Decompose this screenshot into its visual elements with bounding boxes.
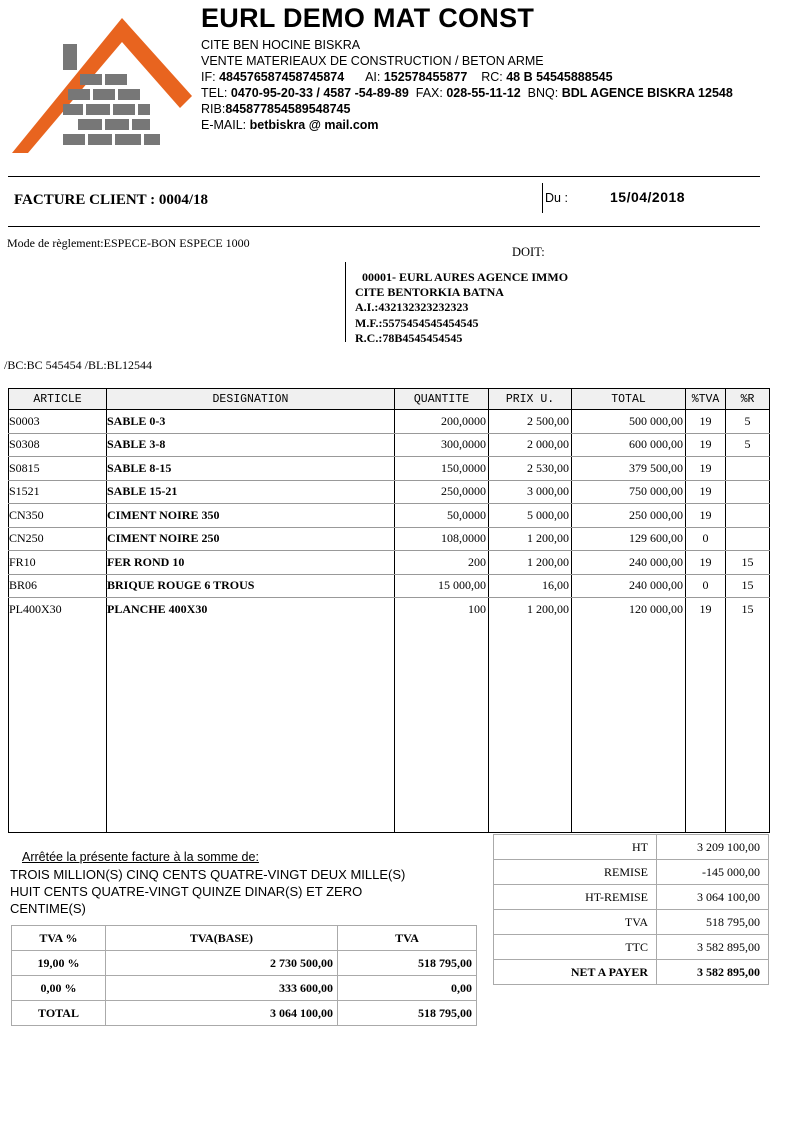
quantity: 108,0000 bbox=[395, 527, 489, 551]
tva-amount: 518 795,00 bbox=[338, 951, 477, 976]
email-value: betbiskra @ mail.com bbox=[249, 118, 379, 132]
company-activity: VENTE MATERIEAUX DE CONSTRUCTION / BETON ARME bbox=[201, 54, 544, 68]
col-header-article: ARTICLE bbox=[9, 389, 107, 410]
tva-row bbox=[12, 976, 477, 1001]
totals-row bbox=[494, 860, 769, 885]
client-rc: R.C.:78B4545454545 bbox=[355, 330, 463, 345]
totals-row bbox=[494, 835, 769, 860]
company-rib bbox=[201, 101, 350, 117]
tva-table bbox=[11, 925, 477, 1026]
company-email bbox=[201, 117, 379, 133]
remise-rate bbox=[726, 527, 770, 551]
tva-rate: 0,00 % bbox=[12, 976, 106, 1001]
email-label: E-MAIL: bbox=[201, 118, 247, 132]
article-code: FR10 bbox=[9, 551, 107, 575]
client-mf: M.F.:5575454545454545 bbox=[355, 315, 479, 330]
tva-header-row bbox=[12, 926, 477, 951]
remise-rate bbox=[726, 457, 770, 481]
tva-header-rate: TVA % bbox=[12, 926, 106, 951]
totals-value: 3 582 895,00 bbox=[657, 935, 769, 960]
remise-rate: 5 bbox=[726, 410, 770, 434]
quantity: 100 bbox=[395, 598, 489, 621]
tva-rate: 0 bbox=[686, 574, 726, 598]
company-logo bbox=[8, 6, 198, 158]
amount-in-words: TROIS MILLION(S) CINQ CENTS QUATRE-VINGT DEUX MILLE(S) HUIT CENTS QUATRE-VINGT QUINZE DINAR(S) ET ZERO CENTIME(S) bbox=[10, 867, 406, 916]
tva-row bbox=[12, 1001, 477, 1026]
totals-value: 3 582 895,00 bbox=[657, 960, 769, 985]
designation: FER ROND 10 bbox=[107, 551, 395, 575]
empty-cell bbox=[489, 621, 572, 833]
company-contacts bbox=[201, 85, 733, 101]
totals-label: REMISE bbox=[494, 860, 657, 885]
totals-value: 3 209 100,00 bbox=[657, 835, 769, 860]
tel-label: TEL: bbox=[201, 86, 228, 100]
line-total: 129 600,00 bbox=[572, 527, 686, 551]
designation: SABLE 15-21 bbox=[107, 480, 395, 504]
company-name: EURL DEMO MAT CONST bbox=[201, 3, 535, 33]
client-name: 00001- EURL AURES AGENCE IMMO bbox=[362, 270, 569, 284]
totals-row bbox=[494, 910, 769, 935]
table-row bbox=[9, 527, 770, 551]
quantity: 300,0000 bbox=[395, 433, 489, 457]
article-code: S0815 bbox=[9, 457, 107, 481]
designation: CIMENT NOIRE 350 bbox=[107, 504, 395, 528]
empty-cell bbox=[107, 621, 395, 833]
col-header-designation: DESIGNATION bbox=[107, 389, 395, 410]
empty-cell bbox=[726, 621, 770, 833]
empty-cell bbox=[572, 621, 686, 833]
line-total: 240 000,00 bbox=[572, 551, 686, 575]
unit-price: 5 000,00 bbox=[489, 504, 572, 528]
tva-base: 3 064 100,00 bbox=[106, 1001, 338, 1026]
title-divider bbox=[8, 226, 760, 227]
bnq-value: BDL AGENCE BISKRA 12548 bbox=[561, 86, 733, 100]
if-value: 484576587458745874 bbox=[219, 70, 345, 84]
designation: SABLE 8-15 bbox=[107, 457, 395, 481]
if-label: IF: bbox=[201, 70, 216, 84]
tva-rate: 19 bbox=[686, 504, 726, 528]
table-row bbox=[9, 480, 770, 504]
tva-rate: 19,00 % bbox=[12, 951, 106, 976]
fax-value: 028-55-11-12 bbox=[446, 86, 521, 100]
remise-rate: 15 bbox=[726, 551, 770, 575]
tva-base: 333 600,00 bbox=[106, 976, 338, 1001]
col-header-total: TOTAL bbox=[572, 389, 686, 410]
rib-value: 845877854589548745 bbox=[225, 102, 351, 116]
tva-rate: 19 bbox=[686, 480, 726, 504]
client-address: CITE BENTORKIA BATNA bbox=[355, 285, 504, 300]
company-address: CITE BEN HOCINE BISKRA bbox=[201, 38, 361, 52]
unit-price: 1 200,00 bbox=[489, 598, 572, 621]
tva-rate: 19 bbox=[686, 410, 726, 434]
items-header-row bbox=[9, 389, 770, 410]
rc-label: RC: bbox=[481, 70, 503, 84]
table-row bbox=[9, 504, 770, 528]
client-ai: A.I.:432132323232323 bbox=[355, 300, 469, 315]
designation: CIMENT NOIRE 250 bbox=[107, 527, 395, 551]
table-row bbox=[9, 551, 770, 575]
unit-price: 2 000,00 bbox=[489, 433, 572, 457]
tva-rate: 19 bbox=[686, 598, 726, 621]
totals-label: TVA bbox=[494, 910, 657, 935]
line-total: 250 000,00 bbox=[572, 504, 686, 528]
quantity: 50,0000 bbox=[395, 504, 489, 528]
invoice-title: FACTURE CLIENT : 0004/18 bbox=[14, 192, 209, 208]
designation: PLANCHE 400X30 bbox=[107, 598, 395, 621]
totals-label: HT-REMISE bbox=[494, 885, 657, 910]
logo-chimney bbox=[63, 44, 77, 70]
rc-value: 48 B 54545888545 bbox=[506, 70, 613, 84]
table-row bbox=[9, 433, 770, 457]
table-row bbox=[9, 598, 770, 621]
article-code: CN350 bbox=[9, 504, 107, 528]
article-code: BR06 bbox=[9, 574, 107, 598]
doit-label: DOIT: bbox=[512, 245, 545, 259]
article-code: S1521 bbox=[9, 480, 107, 504]
empty-cell bbox=[9, 621, 107, 833]
table-filler-row bbox=[9, 621, 770, 833]
quantity: 200,0000 bbox=[395, 410, 489, 434]
line-total: 379 500,00 bbox=[572, 457, 686, 481]
totals-label: TTC bbox=[494, 935, 657, 960]
client-block bbox=[355, 270, 568, 346]
designation: SABLE 3-8 bbox=[107, 433, 395, 457]
totals-value: 518 795,00 bbox=[657, 910, 769, 935]
tva-header-amount: TVA bbox=[338, 926, 477, 951]
unit-price: 1 200,00 bbox=[489, 551, 572, 575]
tva-row bbox=[12, 951, 477, 976]
table-row bbox=[9, 457, 770, 481]
article-code: S0003 bbox=[9, 410, 107, 434]
logo-roof bbox=[12, 18, 192, 153]
totals-label: HT bbox=[494, 835, 657, 860]
totals-table bbox=[493, 834, 769, 985]
tva-rate: 19 bbox=[686, 433, 726, 457]
quantity: 150,0000 bbox=[395, 457, 489, 481]
line-total: 750 000,00 bbox=[572, 480, 686, 504]
remise-rate: 15 bbox=[726, 598, 770, 621]
remise-rate: 5 bbox=[726, 433, 770, 457]
company-ids bbox=[201, 69, 613, 85]
article-code: CN250 bbox=[9, 527, 107, 551]
col-header-remise: %R bbox=[726, 389, 770, 410]
tva-rate: TOTAL bbox=[12, 1001, 106, 1026]
unit-price: 1 200,00 bbox=[489, 527, 572, 551]
tva-base: 2 730 500,00 bbox=[106, 951, 338, 976]
ai-label: AI: bbox=[365, 70, 381, 84]
items-table bbox=[8, 388, 770, 833]
rib-label: RIB: bbox=[201, 102, 226, 116]
table-row bbox=[9, 574, 770, 598]
totals-label: NET A PAYER bbox=[494, 960, 657, 985]
article-code: S0308 bbox=[9, 433, 107, 457]
line-total: 600 000,00 bbox=[572, 433, 686, 457]
totals-row bbox=[494, 885, 769, 910]
client-separator bbox=[345, 262, 346, 342]
quantity: 15 000,00 bbox=[395, 574, 489, 598]
payment-mode: Mode de règlement:ESPECE-BON ESPECE 1000 bbox=[7, 236, 250, 250]
bc-bl-reference: /BC:BC 545454 /BL:BL12544 bbox=[4, 358, 153, 372]
designation: BRIQUE ROUGE 6 TROUS bbox=[107, 574, 395, 598]
line-total: 240 000,00 bbox=[572, 574, 686, 598]
totals-row bbox=[494, 960, 769, 985]
tel-value: 0470-95-20-33 / 4587 -54-89-89 bbox=[230, 86, 409, 100]
col-header-prix: PRIX U. bbox=[489, 389, 572, 410]
quantity: 200 bbox=[395, 551, 489, 575]
col-header-quantite: QUANTITE bbox=[395, 389, 489, 410]
header-divider bbox=[8, 176, 760, 177]
tva-rate: 0 bbox=[686, 527, 726, 551]
amount-label: Arrêtée la présente facture à la somme de: bbox=[22, 850, 259, 864]
fax-label: FAX: bbox=[415, 86, 443, 100]
totals-value: 3 064 100,00 bbox=[657, 885, 769, 910]
unit-price: 2 500,00 bbox=[489, 410, 572, 434]
article-code: PL400X30 bbox=[9, 598, 107, 621]
invoice-date: 15/04/2018 bbox=[610, 189, 686, 205]
date-separator bbox=[542, 183, 543, 213]
empty-cell bbox=[395, 621, 489, 833]
bnq-label: BNQ: bbox=[527, 86, 559, 100]
unit-price: 3 000,00 bbox=[489, 480, 572, 504]
line-total: 500 000,00 bbox=[572, 410, 686, 434]
unit-price: 16,00 bbox=[489, 574, 572, 598]
remise-rate bbox=[726, 504, 770, 528]
tva-amount: 0,00 bbox=[338, 976, 477, 1001]
line-total: 120 000,00 bbox=[572, 598, 686, 621]
quantity: 250,0000 bbox=[395, 480, 489, 504]
tva-header-base: TVA(BASE) bbox=[106, 926, 338, 951]
ai-value: 152578455877 bbox=[383, 70, 468, 84]
table-row bbox=[9, 410, 770, 434]
col-header-tva: %TVA bbox=[686, 389, 726, 410]
unit-price: 2 530,00 bbox=[489, 457, 572, 481]
remise-rate bbox=[726, 480, 770, 504]
empty-cell bbox=[686, 621, 726, 833]
designation: SABLE 0-3 bbox=[107, 410, 395, 434]
tva-amount: 518 795,00 bbox=[338, 1001, 477, 1026]
tva-rate: 19 bbox=[686, 457, 726, 481]
remise-rate: 15 bbox=[726, 574, 770, 598]
tva-rate: 19 bbox=[686, 551, 726, 575]
totals-row bbox=[494, 935, 769, 960]
totals-value: -145 000,00 bbox=[657, 860, 769, 885]
date-label: Du : bbox=[545, 191, 568, 205]
